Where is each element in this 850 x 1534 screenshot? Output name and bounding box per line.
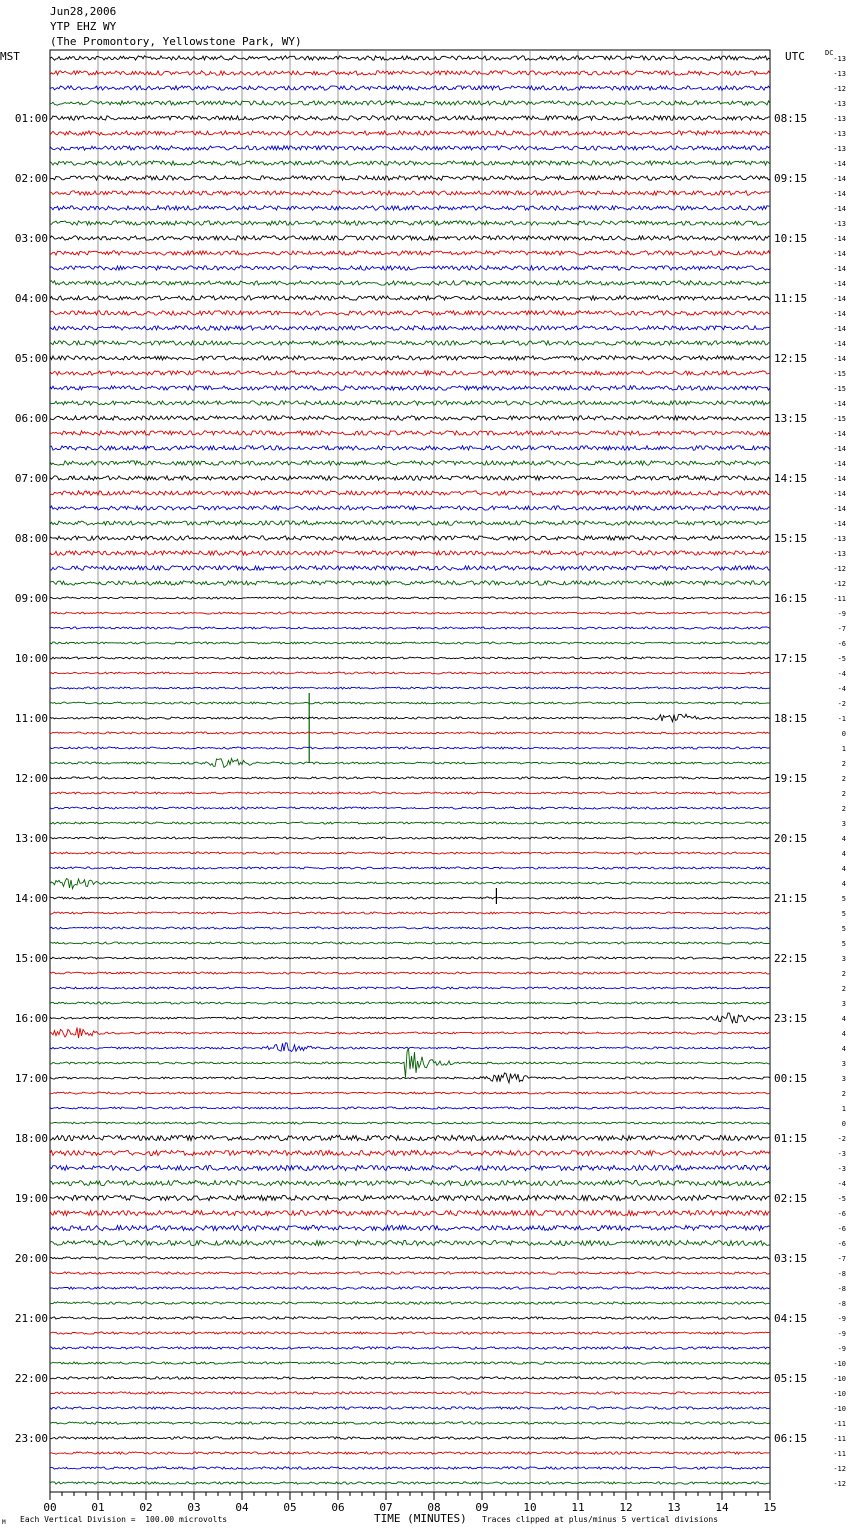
dc-offset-label: 4 (841, 1045, 846, 1053)
dc-offset-label: -8 (837, 1285, 846, 1293)
dc-offset-label: -14 (833, 490, 846, 498)
dc-offset-label: -13 (833, 130, 846, 138)
left-hour-label: 16:00 (14, 1012, 48, 1025)
right-hour-label: 15:15 (774, 532, 808, 545)
dc-offset-label: 2 (841, 805, 846, 813)
dc-offset-label: -7 (837, 1255, 846, 1263)
dc-offset-label: -15 (833, 385, 846, 393)
seismic-trace (50, 1302, 770, 1304)
right-timezone-label: UTC (785, 50, 805, 63)
right-hour-label: 03:15 (774, 1252, 808, 1265)
left-hour-label: 11:00 (14, 712, 48, 725)
right-hour-label: 19:15 (774, 772, 808, 785)
dc-offset-label: -14 (833, 355, 846, 363)
right-hour-label: 16:15 (774, 592, 808, 605)
right-hour-label: 09:15 (774, 172, 808, 185)
seismic-trace (50, 777, 770, 779)
x-tick-label: 07 (379, 1501, 393, 1514)
dc-offset-label: -11 (833, 1450, 846, 1458)
dc-offset-label: -1 (837, 715, 846, 723)
dc-offset-label: 5 (841, 940, 846, 948)
dc-offset-label: -14 (833, 310, 846, 318)
dc-offset-label: 4 (841, 1030, 846, 1038)
left-hour-label: 06:00 (14, 412, 48, 425)
seismic-trace (50, 476, 770, 480)
dc-offset-label: -14 (833, 250, 846, 258)
dc-offset-label: 4 (841, 850, 846, 858)
header-station: YTP EHZ WY (50, 20, 117, 33)
x-tick-label: 00 (43, 1501, 57, 1514)
left-hour-label: 01:00 (14, 112, 48, 125)
seismic-trace (50, 1180, 770, 1185)
seismic-trace (50, 506, 770, 510)
x-tick-label: 05 (283, 1501, 297, 1514)
seismic-trace (50, 281, 770, 285)
dc-offset-label: -14 (833, 505, 846, 513)
left-hour-label: 22:00 (14, 1372, 48, 1385)
dc-offset-label: -12 (833, 580, 846, 588)
seismic-trace (50, 1073, 770, 1083)
dc-offset-label: 4 (841, 1015, 846, 1023)
dc-offset-label: -6 (837, 1210, 846, 1218)
dc-offset-label: 3 (841, 820, 846, 828)
dc-offset-label: -6 (837, 640, 846, 648)
dc-offset-label: -14 (833, 175, 846, 183)
seismic-trace (50, 702, 770, 704)
dc-offset-label: -5 (837, 1195, 846, 1203)
dc-offset-label: -9 (837, 1315, 846, 1323)
right-hour-label: 11:15 (774, 292, 808, 305)
left-hour-label: 18:00 (14, 1132, 48, 1145)
seismic-trace (50, 206, 770, 210)
dc-offset-label: -6 (837, 1225, 846, 1233)
left-hour-label: 10:00 (14, 652, 48, 665)
right-hour-label: 17:15 (774, 652, 808, 665)
seismic-trace (50, 491, 770, 495)
seismic-trace (50, 792, 770, 794)
dc-offset-label: -10 (833, 1405, 846, 1413)
dc-offset-label: -3 (837, 1165, 846, 1173)
dc-offset-label: -9 (837, 610, 846, 618)
seismic-trace (50, 1210, 770, 1215)
seismic-trace (50, 101, 770, 105)
dc-offset-label: -13 (833, 550, 846, 558)
x-tick-label: 12 (619, 1501, 633, 1514)
dc-offset-label: -14 (833, 520, 846, 528)
dc-offset-label: -8 (837, 1300, 846, 1308)
seismic-trace (50, 1467, 770, 1469)
seismic-trace (50, 627, 770, 629)
x-tick-label: 15 (763, 1501, 777, 1514)
seismic-trace (50, 852, 770, 854)
seismic-trace (50, 1407, 770, 1409)
seismic-trace (50, 326, 770, 330)
seismic-trace (50, 266, 770, 270)
dc-offset-label: 2 (841, 760, 846, 768)
seismic-trace (50, 191, 770, 195)
dc-offset-label: -15 (833, 370, 846, 378)
dc-offset-label: 5 (841, 910, 846, 918)
seismic-trace (50, 1257, 770, 1259)
seismic-trace (50, 957, 770, 959)
seismic-trace (50, 612, 770, 614)
right-hour-label: 00:15 (774, 1072, 808, 1085)
seismic-trace (50, 86, 770, 90)
seismic-trace (50, 1150, 770, 1155)
seismic-trace (50, 1240, 770, 1245)
x-tick-label: 02 (139, 1501, 153, 1514)
left-hour-label: 21:00 (14, 1312, 48, 1325)
seismic-trace (50, 1332, 770, 1334)
seismic-trace (50, 942, 770, 944)
dc-offset-label: -10 (833, 1360, 846, 1368)
seismic-trace (50, 251, 770, 255)
left-hour-label: 23:00 (14, 1432, 48, 1445)
dc-offset-label: 0 (841, 730, 846, 738)
seismic-trace (50, 867, 770, 869)
seismic-trace (50, 657, 770, 659)
x-tick-label: 11 (571, 1501, 585, 1514)
right-hour-label: 05:15 (774, 1372, 808, 1385)
header-location: (The Promontory, Yellowstone Park, WY) (50, 35, 302, 48)
seismic-trace (50, 581, 770, 585)
dc-offset-label: -2 (837, 1135, 846, 1143)
seismic-trace (50, 687, 770, 689)
dc-offset-label: -14 (833, 295, 846, 303)
seismic-trace (50, 1195, 770, 1200)
right-hour-label: 01:15 (774, 1132, 808, 1145)
left-hour-label: 12:00 (14, 772, 48, 785)
dc-offset-label: -14 (833, 280, 846, 288)
right-hour-label: 14:15 (774, 472, 808, 485)
dc-offset-label: -14 (833, 445, 846, 453)
seismic-trace (50, 521, 770, 525)
seismic-trace (50, 1347, 770, 1349)
dc-offset-label: -11 (833, 1435, 846, 1443)
seismic-trace (50, 536, 770, 540)
left-hour-label: 02:00 (14, 172, 48, 185)
dc-offset-label: 2 (841, 775, 846, 783)
seismic-trace (50, 551, 770, 555)
seismic-trace (50, 987, 770, 989)
dc-offset-label: -14 (833, 190, 846, 198)
seismic-trace (50, 146, 770, 150)
seismic-trace (50, 879, 770, 889)
dc-offset-label: -13 (833, 70, 846, 78)
left-hour-label: 09:00 (14, 592, 48, 605)
x-tick-label: 08 (427, 1501, 441, 1514)
seismic-trace (50, 1013, 770, 1023)
seismic-trace (50, 71, 770, 75)
dc-offset-label: -10 (833, 1390, 846, 1398)
seismic-trace (50, 1135, 770, 1140)
x-tick-label: 14 (715, 1501, 729, 1514)
left-hour-label: 05:00 (14, 352, 48, 365)
seismic-trace (50, 642, 770, 644)
seismic-trace (50, 672, 770, 674)
dc-offset-label: -9 (837, 1345, 846, 1353)
dc-offset-label: -12 (833, 1480, 846, 1488)
left-hour-label: 13:00 (14, 832, 48, 845)
seismic-trace (50, 461, 770, 465)
clip-note: Traces clipped at plus/minus 5 vertical divisions (482, 1515, 719, 1524)
left-hour-label: 14:00 (14, 892, 48, 905)
dc-offset-label: -4 (837, 670, 846, 678)
seismic-trace (50, 401, 770, 405)
left-hour-label: 07:00 (14, 472, 48, 485)
dc-offset-label: -12 (833, 1465, 846, 1473)
seismic-trace (50, 341, 770, 345)
seismic-trace (50, 131, 770, 135)
left-hour-label: 03:00 (14, 232, 48, 245)
dc-offset-label: -13 (833, 145, 846, 153)
seismic-trace (50, 116, 770, 120)
dc-offset-label: 2 (841, 985, 846, 993)
dc-offset-label: -14 (833, 340, 846, 348)
seismic-trace (50, 759, 770, 768)
seismic-trace (50, 431, 770, 435)
dc-offset-label: 5 (841, 895, 846, 903)
dc-offset-label: -11 (833, 595, 846, 603)
seismic-trace (50, 1422, 770, 1424)
seismic-trace (50, 1048, 770, 1078)
left-hour-label: 08:00 (14, 532, 48, 545)
dc-offset-label: -11 (833, 1420, 846, 1428)
dc-offset-label: -12 (833, 565, 846, 573)
seismic-trace (50, 732, 770, 734)
dc-offset-label: 1 (841, 745, 846, 753)
seismic-trace (50, 1043, 770, 1052)
x-tick-label: 04 (235, 1501, 249, 1514)
seismic-trace (50, 1452, 770, 1454)
dc-offset-label: 4 (841, 865, 846, 873)
right-hour-label: 06:15 (774, 1432, 808, 1445)
dc-offset-label: -13 (833, 55, 846, 63)
dc-offset-label: -14 (833, 475, 846, 483)
x-axis-title: TIME (MINUTES) (374, 1512, 467, 1525)
dc-offset-label: -14 (833, 400, 846, 408)
seismic-trace (50, 1002, 770, 1004)
right-hour-label: 23:15 (774, 1012, 808, 1025)
dc-offset-label: 4 (841, 835, 846, 843)
left-hour-label: 19:00 (14, 1192, 48, 1205)
seismic-trace (50, 1165, 770, 1170)
dc-offset-label: -4 (837, 685, 846, 693)
seismic-trace (50, 236, 770, 240)
dc-offset-label: -14 (833, 430, 846, 438)
left-hour-label: 15:00 (14, 952, 48, 965)
left-hour-label: 17:00 (14, 1072, 48, 1085)
seismic-trace (50, 1317, 770, 1319)
seismic-trace (50, 296, 770, 300)
dc-offset-label: 3 (841, 1000, 846, 1008)
seismic-trace (50, 386, 770, 390)
right-hour-label: 18:15 (774, 712, 808, 725)
x-tick-label: 06 (331, 1501, 345, 1514)
corner-mark: M (2, 1519, 6, 1526)
dc-offset-label: 5 (841, 925, 846, 933)
left-timezone-label: MST (0, 50, 20, 63)
seismic-trace (50, 1092, 770, 1094)
seismic-trace (50, 356, 770, 360)
seismic-trace (50, 1272, 770, 1274)
seismic-trace (50, 1225, 770, 1230)
seismic-trace (50, 161, 770, 165)
seismic-trace (50, 597, 770, 599)
dc-offset-label: -14 (833, 265, 846, 273)
right-hour-label: 21:15 (774, 892, 808, 905)
dc-offset-label: -10 (833, 1375, 846, 1383)
seismic-trace (50, 972, 770, 974)
seismic-trace (50, 1362, 770, 1364)
dc-offset-label: -14 (833, 325, 846, 333)
right-hour-label: 20:15 (774, 832, 808, 845)
seismic-trace (50, 566, 770, 570)
dc-offset-label: 1 (841, 1105, 846, 1113)
left-hour-label: 20:00 (14, 1252, 48, 1265)
x-tick-label: 01 (91, 1501, 105, 1514)
dc-offset-label: -6 (837, 1240, 846, 1248)
seismic-trace (50, 446, 770, 450)
right-hour-label: 04:15 (774, 1312, 808, 1325)
x-tick-label: 03 (187, 1501, 201, 1514)
dc-offset-label: -14 (833, 205, 846, 213)
seismic-trace (50, 1028, 770, 1039)
seismic-trace (50, 1122, 770, 1124)
dc-offset-label: 2 (841, 970, 846, 978)
dc-offset-label: -7 (837, 625, 846, 633)
dc-offset-label: -13 (833, 535, 846, 543)
seismic-trace (50, 176, 770, 180)
dc-offset-label: 3 (841, 955, 846, 963)
right-hour-label: 02:15 (774, 1192, 808, 1205)
dc-offset-label: -5 (837, 655, 846, 663)
seismic-trace (50, 807, 770, 809)
right-hour-label: 12:15 (774, 352, 808, 365)
dc-offset-label: 2 (841, 1090, 846, 1098)
dc-offset-label: -14 (833, 460, 846, 468)
right-hour-label: 08:15 (774, 112, 808, 125)
seismic-trace (50, 56, 770, 60)
right-hour-label: 10:15 (774, 232, 808, 245)
scale-note: Each Vertical Division = 100.00 microvolts (20, 1515, 228, 1524)
dc-offset-label: 3 (841, 1060, 846, 1068)
seismic-trace (50, 822, 770, 824)
dc-offset-label: -8 (837, 1270, 846, 1278)
x-tick-label: 13 (667, 1501, 681, 1514)
seismic-trace (50, 1482, 770, 1484)
seismic-trace (50, 311, 770, 315)
seismic-trace (50, 912, 770, 914)
seismic-trace (50, 221, 770, 225)
seismic-trace (50, 1377, 770, 1379)
left-hour-label: 04:00 (14, 292, 48, 305)
seismic-trace (50, 1437, 770, 1439)
right-hour-label: 13:15 (774, 412, 808, 425)
right-hour-label: 22:15 (774, 952, 808, 965)
seismic-trace (50, 416, 770, 420)
seismic-trace (50, 714, 770, 722)
seismic-trace (50, 1107, 770, 1109)
dc-offset-label: 3 (841, 1075, 846, 1083)
seismic-trace (50, 897, 770, 899)
seismic-trace (50, 927, 770, 929)
seismic-trace (50, 371, 770, 375)
dc-offset-label: -13 (833, 220, 846, 228)
dc-label: DC (825, 49, 834, 57)
seismic-trace (50, 1392, 770, 1394)
dc-offset-label: -14 (833, 160, 846, 168)
seismic-trace (50, 1287, 770, 1289)
dc-offset-label: -15 (833, 415, 846, 423)
dc-offset-label: -4 (837, 1180, 846, 1188)
dc-offset-label: -13 (833, 115, 846, 123)
dc-offset-label: -2 (837, 700, 846, 708)
seismic-trace (50, 837, 770, 839)
dc-offset-label: -9 (837, 1330, 846, 1338)
x-tick-label: 10 (523, 1501, 537, 1514)
x-tick-label: 09 (475, 1501, 489, 1514)
dc-offset-label: -3 (837, 1150, 846, 1158)
dc-offset-label: 2 (841, 790, 846, 798)
seismic-trace (50, 747, 770, 749)
dc-offset-label: 4 (841, 880, 846, 888)
dc-offset-label: -12 (833, 85, 846, 93)
dc-offset-label: -14 (833, 235, 846, 243)
header-date: Jun28,2006 (50, 5, 117, 18)
dc-offset-label: 0 (841, 1120, 846, 1128)
dc-offset-label: -13 (833, 100, 846, 108)
